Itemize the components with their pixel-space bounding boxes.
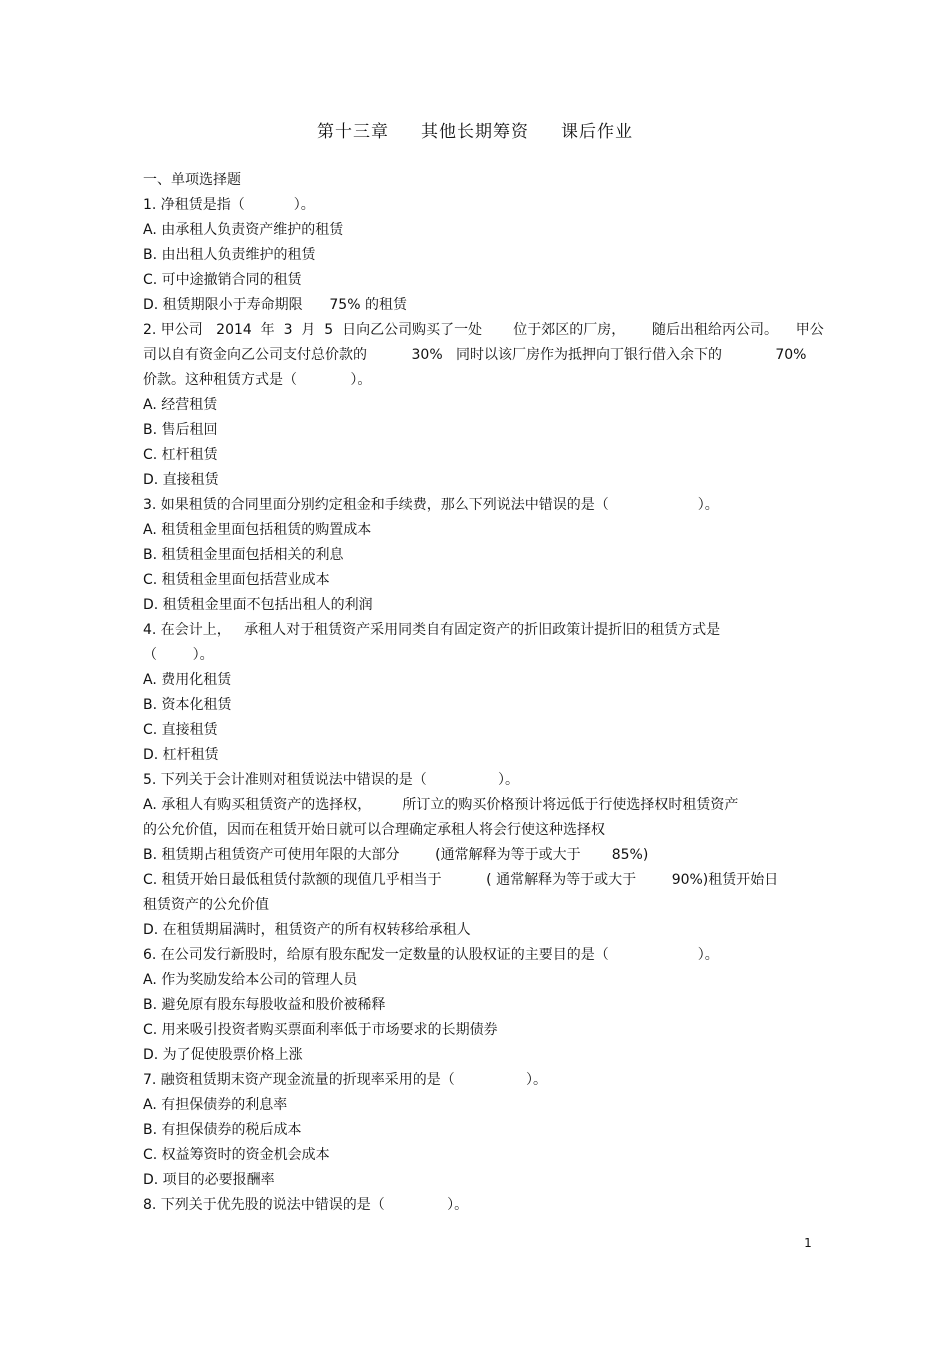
q1-option-a: A. 由承租人负责资产维护的租赁 <box>143 222 344 238</box>
q7-option-b: B. 有担保债券的税后成本 <box>143 1122 302 1138</box>
q6-option-b: B. 避免原有股东每股收益和股价被稀释 <box>143 997 386 1013</box>
question-3: 3. 如果租赁的合同里面分别约定租金和手续费，那么下列说法中错误的是（ ）。 <box>143 497 719 513</box>
question-1: 1. 净租赁是指（ ）。 <box>143 197 315 213</box>
q3-option-b: B. 租赁租金里面包括相关的利息 <box>143 547 344 563</box>
question-2-line-3: 价款。这种租赁方式是（ ）。 <box>143 372 372 388</box>
q4-option-a: A. 费用化租赁 <box>143 672 232 688</box>
q1-option-b: B. 由出租人负责维护的租赁 <box>143 247 316 263</box>
q6-option-d: D. 为了促使股票价格上涨 <box>143 1047 303 1063</box>
page-title: 第十三章 其他长期筹资 课后作业 <box>316 122 634 142</box>
q2-option-c: C. 杠杆租赁 <box>143 447 218 463</box>
question-6: 6. 在公司发行新股时，给原有股东配发一定数量的认股权证的主要目的是（ ）。 <box>143 947 719 963</box>
q2-option-b: B. 售后租回 <box>143 422 218 438</box>
q3-option-a: A. 租赁租金里面包括租赁的购置成本 <box>143 522 372 538</box>
document-body <box>143 168 823 1218</box>
page-number: 1 <box>804 1236 812 1250</box>
section-heading: 一、单项选择题 <box>143 172 241 188</box>
question-2-line-2: 司以自有资金向乙公司支付总价款的 30% 同时以该厂房作为抵押向丁银行借入余下的 70% <box>143 347 807 363</box>
question-4-line-2: （ ）。 <box>143 647 214 663</box>
question-5: 5. 下列关于会计准则对租赁说法中错误的是（ ）。 <box>143 772 520 788</box>
q4-option-c: C. 直接租赁 <box>143 722 218 738</box>
question-7: 7. 融资租赁期末资产现金流量的折现率采用的是（ ）。 <box>143 1072 548 1088</box>
q1-option-d: D. 租赁期限小于寿命期限 75% 的租赁 <box>143 297 407 313</box>
q1-option-c: C. 可中途撤销合同的租赁 <box>143 272 302 288</box>
q3-option-c: C. 租赁租金里面包括营业成本 <box>143 572 330 588</box>
q6-option-a: A. 作为奖励发给本公司的管理人员 <box>143 972 358 988</box>
question-4-line-1: 4. 在会计上， 承租人对于租赁资产采用同类自有固定资产的折旧政策计提折旧的租赁方式是 <box>143 622 721 638</box>
q3-option-d: D. 租赁租金里面不包括出租人的利润 <box>143 597 373 613</box>
q7-option-d: D. 项目的必要报酬率 <box>143 1172 275 1188</box>
q6-option-c: C. 用来吸引投资者购买票面利率低于市场要求的长期债券 <box>143 1022 498 1038</box>
q7-option-c: C. 权益筹资时的资金机会成本 <box>143 1147 330 1163</box>
q7-option-a: A. 有担保债券的利息率 <box>143 1097 288 1113</box>
question-8: 8. 下列关于优先股的说法中错误的是（ ）。 <box>143 1197 469 1213</box>
q5-option-c-line-1: C. 租赁开始日最低租赁付款额的现值几乎相当于 ( 通常解释为等于或大于 90%)租赁开始日 <box>143 872 779 888</box>
q5-option-a-line-2: 的公允价值，因而在租赁开始日就可以合理确定承租人将会行使这种选择权 <box>143 822 605 838</box>
question-2-line-1: 2. 甲公司 2014 年 3 月 5 日向乙公司购买了一处 位于郊区的厂房， 随后出租给丙公司。 甲公 <box>143 322 824 338</box>
q2-option-d: D. 直接租赁 <box>143 472 219 488</box>
q5-option-d: D. 在租赁期届满时，租赁资产的所有权转移给承租人 <box>143 922 471 938</box>
q4-option-d: D. 杠杆租赁 <box>143 747 219 763</box>
q4-option-b: B. 资本化租赁 <box>143 697 232 713</box>
q2-option-a: A. 经营租赁 <box>143 397 218 413</box>
q5-option-c-line-2: 租赁资产的公允价值 <box>143 897 269 913</box>
q5-option-b: B. 租赁期占租赁资产可使用年限的大部分 (通常解释为等于或大于 85%) <box>143 847 649 863</box>
q5-option-a-line-1: A. 承租人有购买租赁资产的选择权， 所订立的购买价格预计将远低于行使选择权时租赁资产 <box>143 797 739 813</box>
